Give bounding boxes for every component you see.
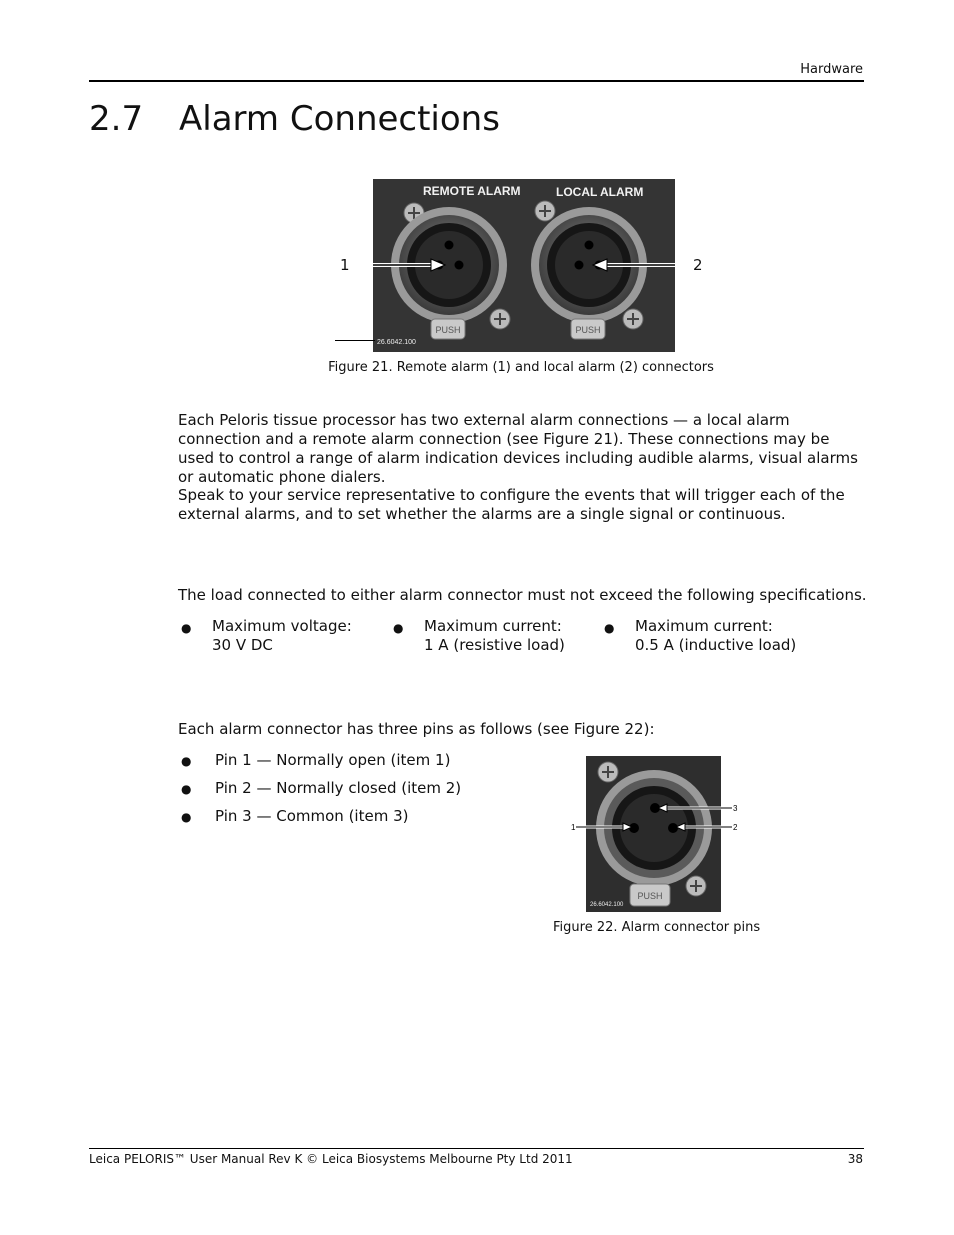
section-title-text: Alarm Connections [179, 99, 500, 139]
spec-value: 30 V DC [212, 636, 273, 654]
list-item: ● Pin 3 — Common (item 3) [181, 807, 409, 825]
service-paragraph: Speak to your service representative to configure the events that will trigger each of the external alarms, and to set whether the alarms are a single signal or continuous. [178, 486, 845, 523]
footer-text: Leica PELORIS™ User Manual Rev K © Leica Biosystems Melbourne Pty Ltd 2011 [89, 1152, 573, 1166]
figure21-caption: Figure 21. Remote alarm (1) and local alarm (2) connectors [328, 360, 714, 375]
load-spec-paragraph: The load connected to either alarm connector must not exceed the following specifications. [178, 586, 867, 604]
screw-icon [598, 762, 618, 782]
intro-paragraph: Each Peloris tissue processor has two external alarm connections — a local alarm connection and a remote alarm connection (see Figure 21). These connections may be used to control a range of alarm indication devices including audible alarms, visual alarms or automatic phone dialers. [178, 411, 858, 486]
list-item: ● Pin 2 — Normally closed (item 2) [181, 779, 462, 797]
spec-bullet-3: ● [604, 621, 615, 635]
figure22-callout-3: 3 [733, 804, 738, 813]
connector-part-number: 26.6042.100 [377, 339, 416, 346]
figure21-callout-1: 1 [340, 256, 350, 274]
list-item: ● Pin 1 — Normally open (item 1) [181, 751, 451, 769]
spec-current-resistive [424, 617, 565, 655]
spec-value: 1 A (resistive load) [424, 636, 565, 654]
spec-label: Maximum current: [424, 617, 562, 635]
figure22-caption: Figure 22. Alarm connector pins [553, 920, 761, 935]
spec-bullet-1: ● [181, 621, 192, 635]
section-number: 2.7 [89, 99, 144, 139]
spec-label: Maximum voltage: [212, 617, 352, 635]
local-latch-label: PUSH [575, 325, 601, 335]
screw-icon [490, 309, 510, 329]
screw-icon [623, 309, 643, 329]
screw-icon [535, 201, 555, 221]
pin-latch-label: PUSH [637, 891, 663, 901]
figure21-callout-2: 2 [693, 256, 703, 274]
remote-latch-label: PUSH [435, 325, 461, 335]
local-alarm-panel-label: LOCAL ALARM [556, 185, 644, 199]
connector-pins-photo [570, 756, 740, 914]
page-number: 38 [847, 1152, 863, 1166]
spec-label: Maximum current: [635, 617, 773, 635]
pin-connector-part-number: 26.6042.100 [590, 902, 624, 908]
screw-icon [686, 876, 706, 896]
pin-1-text: Pin 1 — Normally open (item 1) [215, 751, 451, 769]
callout-leader-line-1 [335, 340, 375, 341]
pin-3-text: Pin 3 — Common (item 3) [215, 807, 409, 825]
spec-voltage [212, 617, 352, 655]
spec-bullet-2: ● [393, 621, 404, 635]
alarm-connectors-photo [373, 179, 675, 352]
pin-2-text: Pin 2 — Normally closed (item 2) [215, 779, 462, 797]
spec-value: 0.5 A (inductive load) [635, 636, 797, 654]
header-rule [89, 80, 864, 82]
section-title [89, 99, 500, 139]
spec-current-inductive [635, 617, 796, 655]
figure22-callout-1: 1 [571, 823, 576, 832]
remote-alarm-panel-label: REMOTE ALARM [423, 184, 521, 198]
figure22-callout-2: 2 [733, 823, 738, 832]
footer-rule [89, 1148, 864, 1149]
running-header: Hardware [800, 62, 863, 77]
pins-paragraph: Each alarm connector has three pins as follows (see Figure 22): [178, 720, 655, 738]
